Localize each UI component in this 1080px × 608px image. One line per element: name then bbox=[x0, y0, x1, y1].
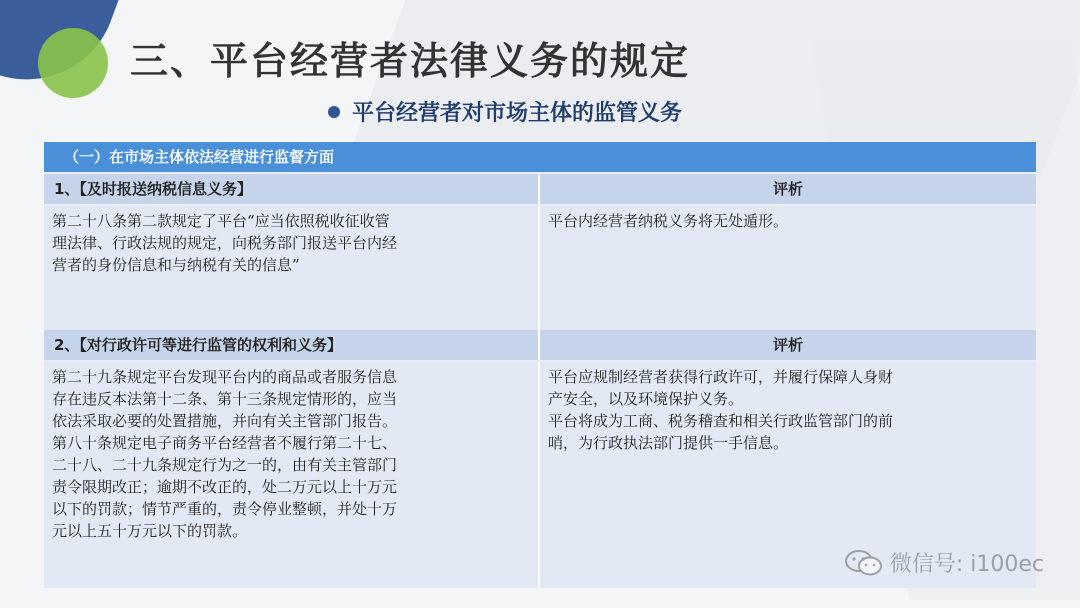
text-line: 元以上五十万元以下的罚款。 bbox=[52, 522, 248, 540]
table-main-header: （一）在市场主体依法经营进行监督方面 bbox=[44, 142, 1036, 172]
wechat-icon bbox=[844, 548, 884, 578]
watermark-text: 微信号: i100ec bbox=[889, 552, 1044, 577]
duty-table bbox=[44, 142, 1036, 588]
text-line: 平台内经营者纳税义务将无处遁形。 bbox=[548, 212, 789, 230]
text-line: 以下的罚款；情节严重的，责令停业整顿，并处十万 bbox=[52, 500, 398, 518]
text-line: 理法律、行政法规的规定，向税务部门报送平台内经 bbox=[52, 234, 398, 252]
slide-title: 三、平台经营者法律义务的规定 bbox=[130, 39, 691, 83]
section-1-body bbox=[44, 206, 1036, 330]
section-2-title: 2、【对行政许可等进行监管的权利和义务】 bbox=[44, 330, 540, 360]
text-line: 平台应规制经营者获得行政许可，并履行保障人身财 bbox=[548, 368, 894, 386]
text-line: 第八十条规定电子商务平台经营者不履行第二十七、 bbox=[52, 434, 398, 452]
section-1-comment-header: 评析 bbox=[772, 180, 803, 198]
section-1-provision bbox=[44, 206, 540, 330]
section-1-header bbox=[44, 174, 1036, 204]
text-line: 二十八、二十九条规定行为之一的，由有关主管部门 bbox=[52, 456, 398, 474]
text-line: 产安全，以及环境保护义务。 bbox=[548, 390, 744, 408]
text-line: 责令限期改正；逾期不改正的，处二万元以上十万元 bbox=[52, 478, 398, 496]
text-line: 平台将成为工商、税务稽查和相关行政监管部门的前 bbox=[548, 412, 894, 430]
section-2-comment-header: 评析 bbox=[772, 336, 803, 354]
subtitle-text: 平台经营者对市场主体的监管义务 bbox=[352, 101, 683, 126]
green-circle-decoration bbox=[38, 28, 108, 98]
bullet-icon bbox=[328, 106, 340, 118]
slide-subtitle bbox=[328, 96, 682, 127]
text-line: 营者的身份信息和与纳税有关的信息” bbox=[52, 256, 300, 274]
text-line: 存在违反本法第十二条、第十三条规定情形的，应当 bbox=[52, 390, 398, 408]
section-2-header bbox=[44, 330, 1036, 360]
text-line: 第二十九条规定平台发现平台内的商品或者服务信息 bbox=[52, 368, 398, 386]
section-2-provision bbox=[44, 362, 540, 588]
section-1-analysis bbox=[540, 206, 1036, 330]
text-line: 哨，为行政执法部门提供一手信息。 bbox=[548, 434, 789, 452]
wechat-watermark bbox=[844, 547, 1044, 578]
section-1-title: 1、【及时报送纳税信息义务】 bbox=[44, 174, 540, 204]
text-line: 依法采取必要的处置措施，并向有关主管部门报告。 bbox=[52, 412, 398, 430]
text-line: 第二十八条第二款规定了平台“应当依照税收征收管 bbox=[52, 212, 390, 230]
